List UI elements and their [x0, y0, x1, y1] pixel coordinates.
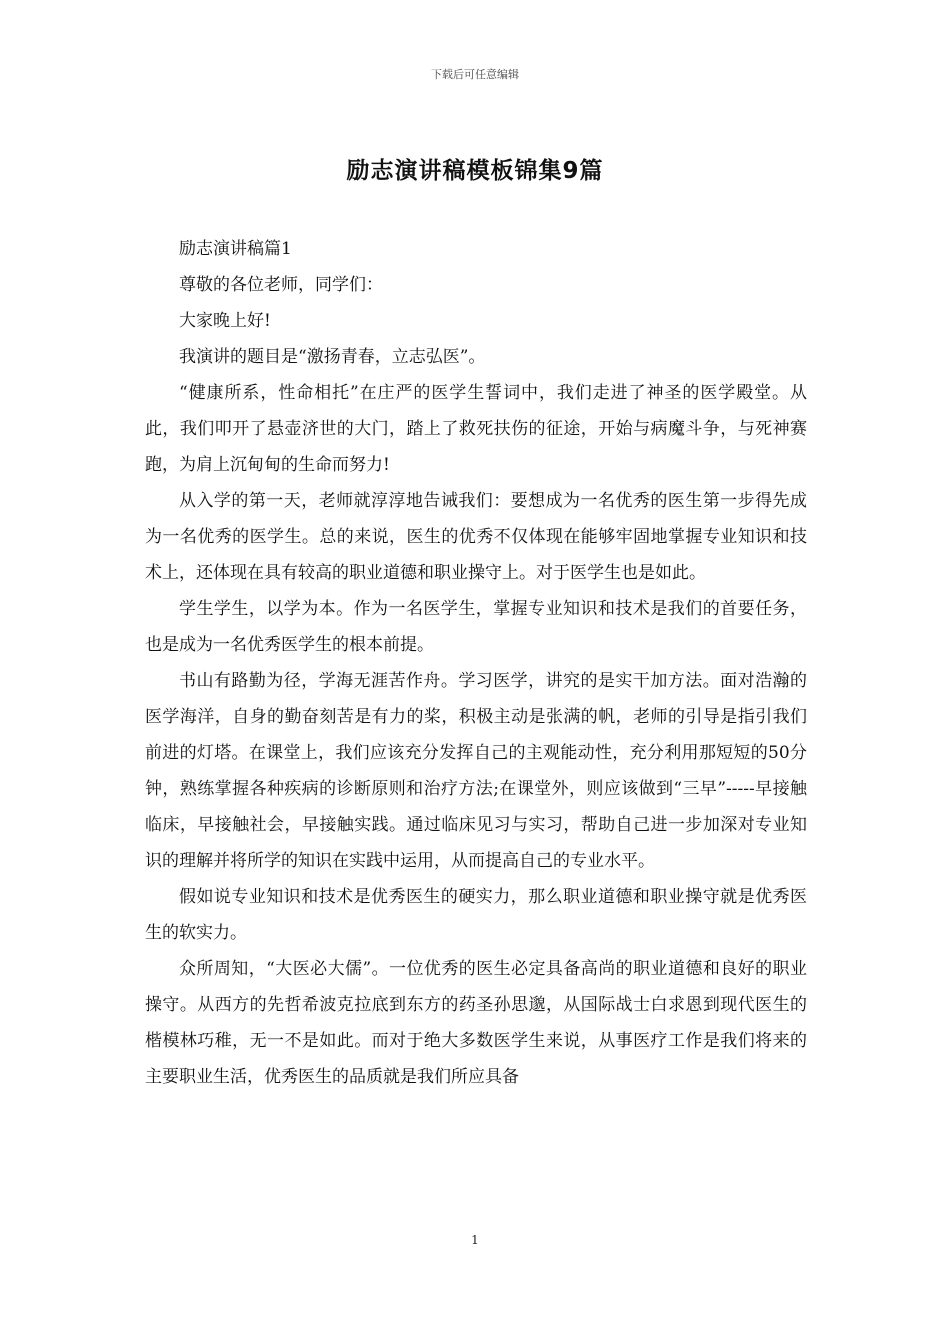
section-heading: 励志演讲稿篇1 [179, 239, 292, 259]
paragraph: 假如说专业知识和技术是优秀医生的硬实力，那么职业道德和职业操守就是优秀医生的软实力。 [145, 887, 807, 943]
paragraph-salutation: 尊敬的各位老师，同学们： [179, 275, 383, 295]
paragraph: 书山有路勤为径，学海无涯苦作舟。学习医学，讲究的是实干加方法。面对浩瀚的医学海洋，自身的勤奋刻苦是有力的桨，积极主动是张满的帆，老师的引导是指引我们前进的灯塔。在课堂上，我们应该充分发挥自己的主观能动性，充分利用那短短的50分钟，熟练掌握各种疾病的诊断原则和治疗方法;在课堂外，则应该做到“三早”-----早接触临床，早接触社会，早接触实践。通过临床见习与实习，帮助自己进一步加深对专业知识的理解并将所学的知识在实践中运用，从而提高自己的专业水平。 [145, 671, 807, 871]
paragraph-topic: 我演讲的题目是“激扬青春，立志弘医”。 [179, 347, 486, 367]
paragraph: “健康所系，性命相托”在庄严的医学生誓词中，我们走进了神圣的医学殿堂。从此，我们叩开了悬壶济世的大门，踏上了救死扶伤的征途，开始与病魔斗争，与死神赛跑，为肩上沉甸甸的生命而努力! [145, 383, 807, 475]
page-number: 1 [471, 1233, 479, 1247]
paragraph-greeting: 大家晚上好! [179, 311, 271, 331]
paragraph: 学生学生，以学为本。作为一名医学生，掌握专业知识和技术是我们的首要任务，也是成为一名优秀医学生的根本前提。 [145, 599, 807, 655]
page-header-note: 下载后可任意编辑 [431, 68, 519, 81]
document-title: 励志演讲稿模板锦集9篇 [346, 158, 604, 184]
document-body [145, 231, 807, 1095]
paragraph: 从入学的第一天，老师就淳淳地告诫我们：要想成为一名优秀的医生第一步得先成为一名优秀的医学生。总的来说，医生的优秀不仅体现在能够牢固地掌握专业知识和技术上，还体现在具有较高的职业道德和职业操守上。对于医学生也是如此。 [145, 491, 807, 583]
paragraph: 众所周知，“大医必大儒”。一位优秀的医生必定具备高尚的职业道德和良好的职业操守。从西方的先哲希波克拉底到东方的药圣孙思邈，从国际战士白求恩到现代医生的楷模林巧稚，无一不是如此。而对于绝大多数医学生来说，从事医疗工作是我们将来的主要职业生活，优秀医生的品质就是我们所应具备 [145, 959, 807, 1087]
